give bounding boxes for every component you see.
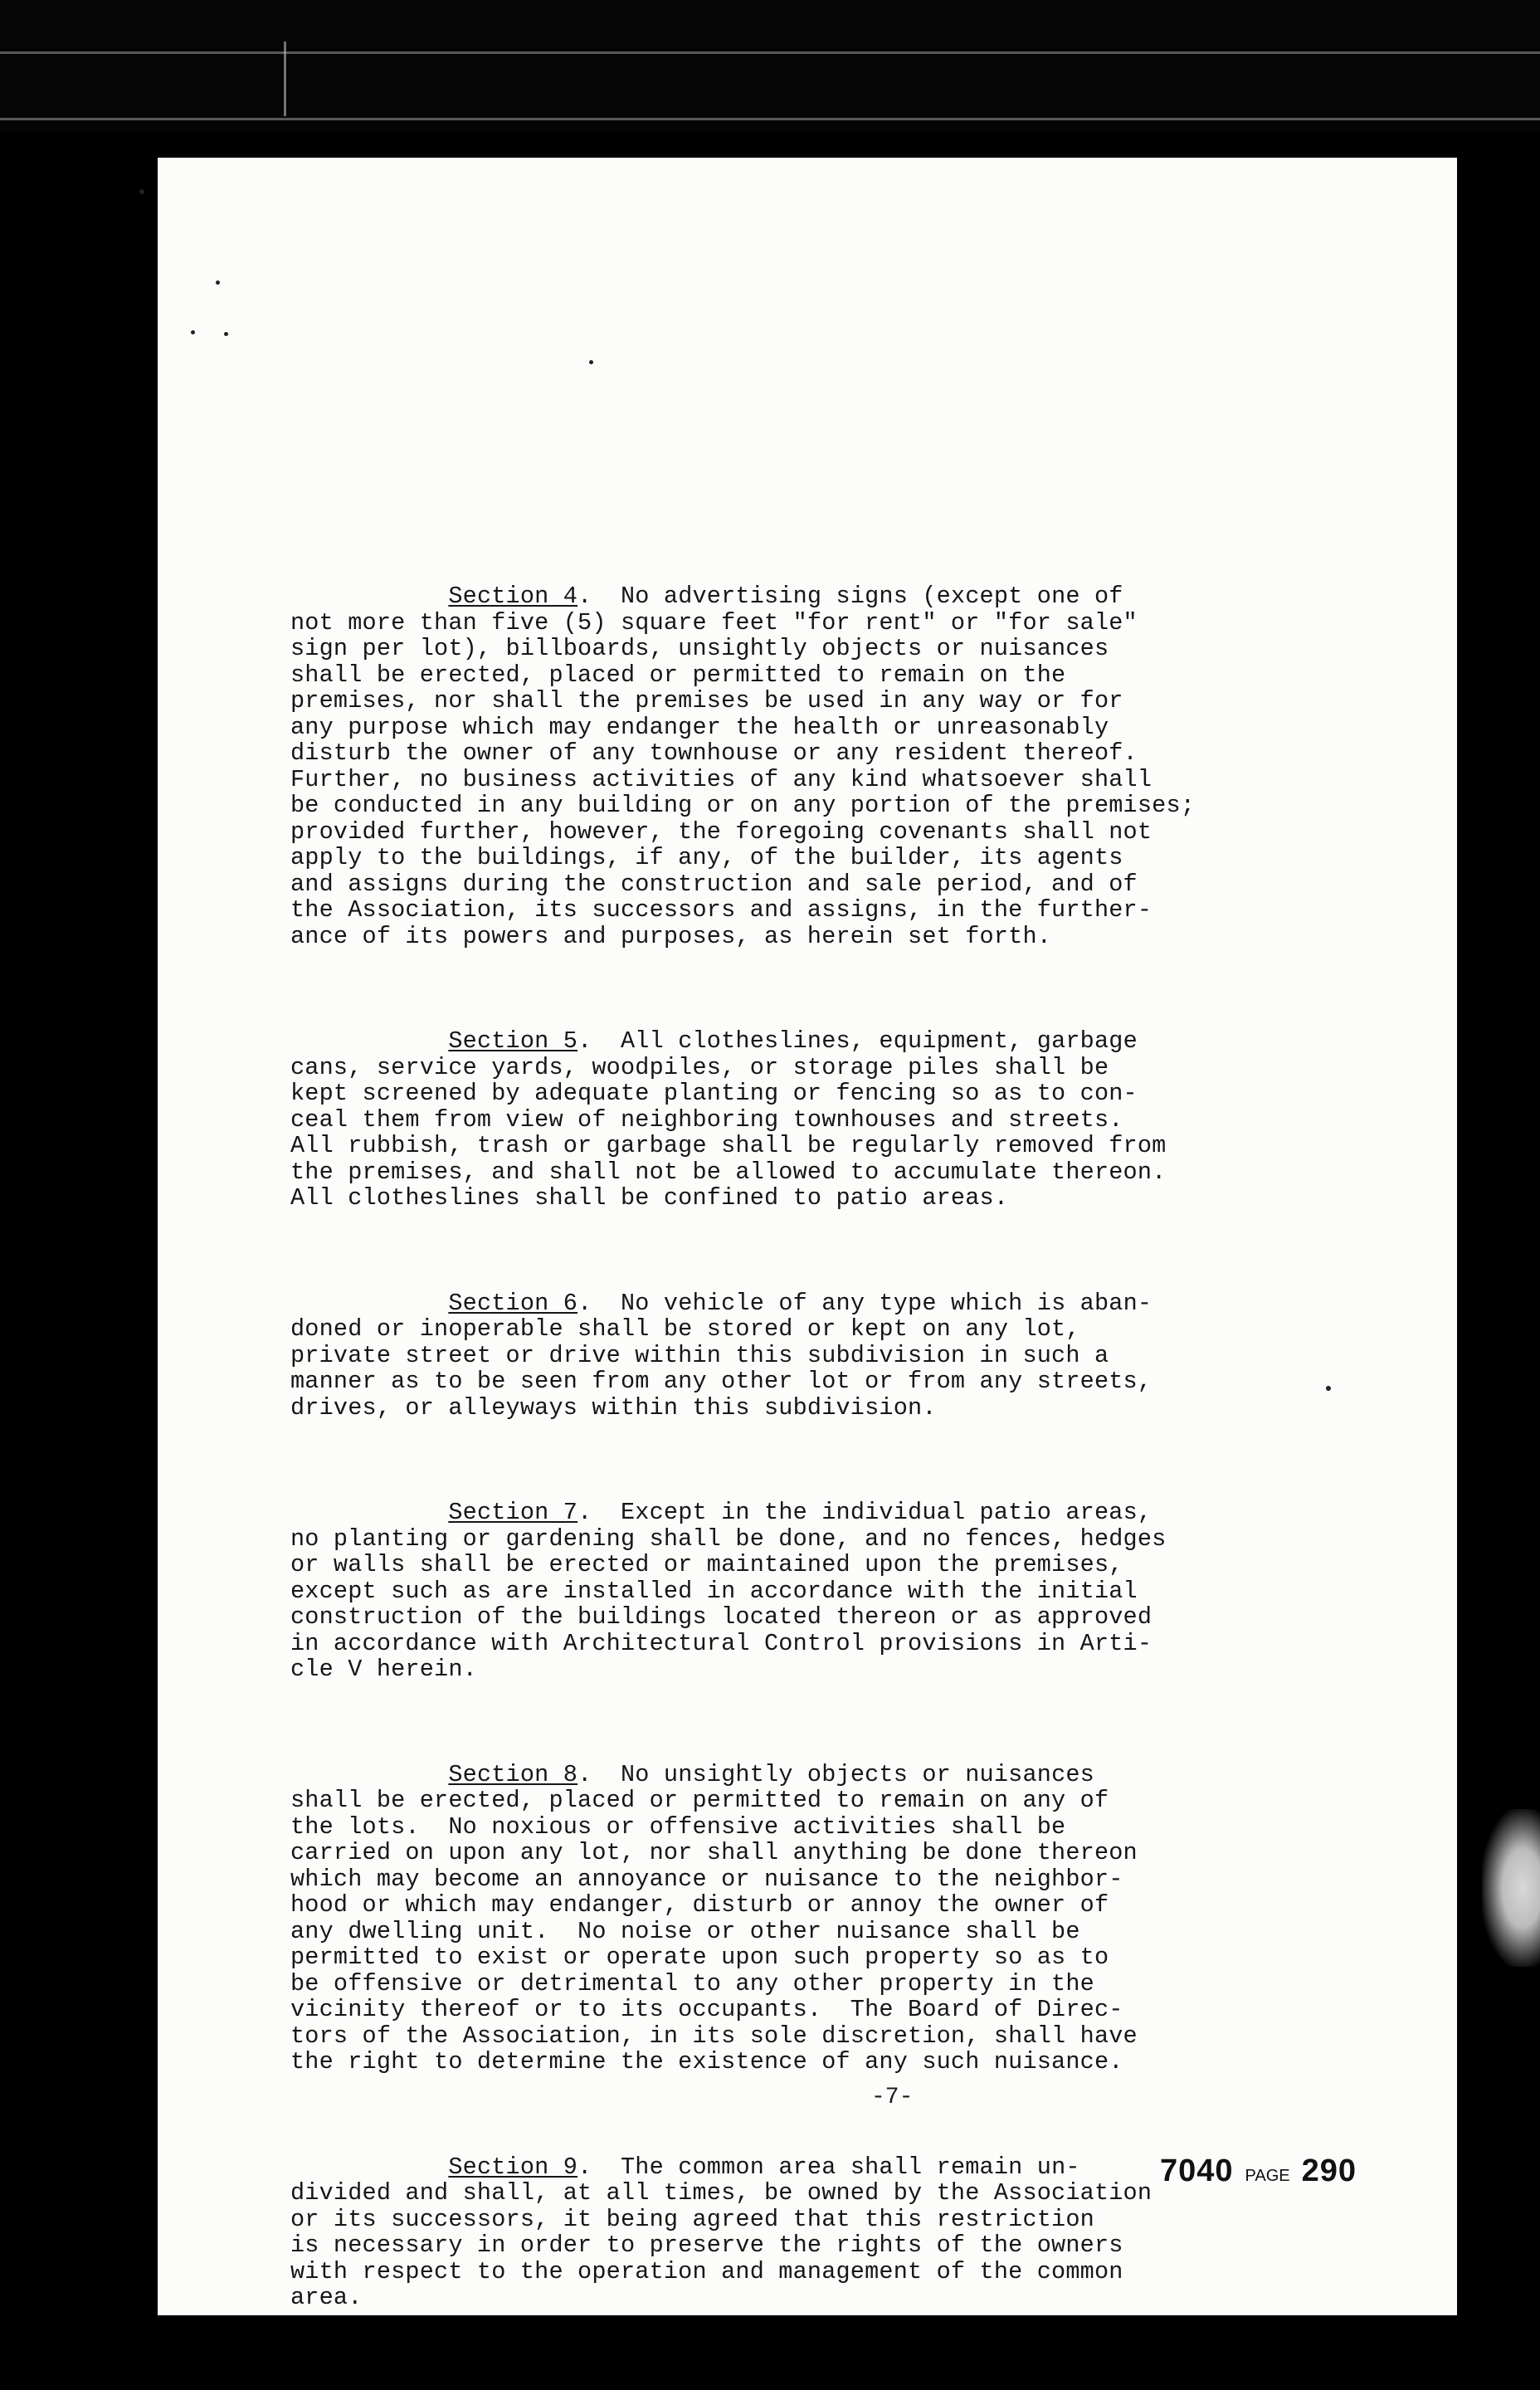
section-label: Section 6: [448, 1289, 578, 1317]
section-4-paragraph: [290, 583, 1435, 949]
section-label: Section 4: [448, 583, 578, 610]
scan-speck: [224, 332, 228, 336]
text-line: the Association, its successors and assigns, in the further-: [290, 896, 1153, 924]
record-stamp: [1160, 2153, 1357, 2189]
text-line: or walls shall be erected or maintained upon the premises,: [290, 1551, 1123, 1578]
text-line: in accordance with Architectural Control provisions in Arti-: [290, 1629, 1153, 1657]
scan-streak: [0, 118, 1540, 120]
text-line: no planting or gardening shall be done, and no fences, hedges: [290, 1524, 1167, 1553]
text-line: or its successors, it being agreed that this restriction: [290, 2205, 1094, 2233]
text-line: not more than five (5) square feet "for rent" or "for sale": [290, 608, 1138, 637]
text-line: carried on upon any lot, nor shall anything be done thereon: [290, 1839, 1138, 1866]
text-line: any dwelling unit. No noise or other nuisance shall be: [290, 1917, 1080, 1945]
section-label: Section 9: [448, 2153, 578, 2181]
text-line: be conducted in any building or on any portion of the premises;: [290, 792, 1196, 819]
text-line: Section 8. No unsightly objects or nuisances: [448, 1760, 1094, 1788]
section-5-paragraph: [290, 1028, 1435, 1212]
text-line: Section 6. No vehicle of any type which is aban-: [448, 1289, 1153, 1317]
text-line: construction of the buildings located thereon or as approved: [290, 1603, 1153, 1631]
scan-tick: [284, 41, 286, 116]
scan-speck: [589, 360, 593, 364]
record-page-label: PAGE: [1245, 2167, 1290, 2185]
text-line: apply to the buildings, if any, of the builder, its agents: [290, 844, 1123, 871]
scan-streak: [0, 51, 1540, 54]
document-page: [158, 158, 1457, 2315]
section-label: Section 7: [448, 1499, 578, 1526]
text-line: sign per lot), billboards, unsightly objects or nuisances: [290, 635, 1109, 662]
text-line: cle V herein.: [290, 1656, 477, 1683]
section-label: Section 5: [448, 1027, 578, 1055]
text-line: disturb the owner of any townhouse or any resident thereof.: [290, 739, 1138, 767]
text-line: drives, or alleyways within this subdivision.: [290, 1393, 937, 1422]
text-line: premises, nor shall the premises be used in any way or for: [290, 687, 1123, 715]
text-line: any purpose which may endanger the health or unreasonably: [290, 713, 1109, 741]
text-line: shall be erected, placed or permitted to remain on any of: [290, 1787, 1109, 1814]
scan-speck: [139, 189, 144, 194]
text-line: with respect to the operation and management of the common: [290, 2257, 1123, 2285]
record-volume: 7040: [1160, 2153, 1234, 2188]
section-7-paragraph: [290, 1500, 1435, 1683]
text-line: ance of its powers and purposes, as herein set forth.: [290, 922, 1052, 950]
text-line: kept screened by adequate planting or fencing so as to con-: [290, 1080, 1138, 1107]
text-line: Further, no business activities of any kind whatsoever shall: [290, 765, 1153, 793]
text-line: divided and shall, at all times, be owned by the Association: [290, 2179, 1153, 2207]
scan-speck: [216, 280, 220, 285]
text-line: ceal them from view of neighboring townhouses and streets.: [290, 1105, 1123, 1134]
text-line: Section 7. Except in the individual patio areas,: [448, 1499, 1153, 1526]
text-line: doned or inoperable shall be stored or kept on any lot,: [290, 1315, 1080, 1343]
text-line: tors of the Association, in its sole discretion, shall have: [290, 2022, 1138, 2050]
text-line: shall be erected, placed or permitted to remain on the: [290, 661, 1066, 689]
text-line: the premises, and shall not be allowed to accumulate thereon.: [290, 1158, 1167, 1186]
text-line: be offensive or detrimental to any other property in the: [290, 1969, 1094, 1997]
section-8-paragraph: [290, 1762, 1435, 2075]
text-line: vicinity thereof or to its occupants. The Board of Direc-: [290, 1996, 1123, 2023]
document-body: [290, 531, 1435, 2390]
text-line: Section 9. The common area shall remain un-: [448, 2153, 1080, 2181]
section-6-paragraph: [290, 1290, 1435, 1422]
text-line: is necessary in order to preserve the rights of the owners: [290, 2231, 1123, 2259]
text-line: Section 5. All clotheslines, equipment, garbage: [448, 1027, 1138, 1055]
scan-edge-smudge: [1482, 1809, 1540, 1967]
text-line: All rubbish, trash or garbage shall be regularly removed from: [290, 1132, 1167, 1159]
text-line: the lots. No noxious or offensive activities shall be: [290, 1812, 1066, 1841]
section-label: Section 8: [448, 1760, 578, 1788]
text-line: manner as to be seen from any other lot or from any streets,: [290, 1368, 1153, 1395]
text-line: cans, service yards, woodpiles, or storage piles shall be: [290, 1053, 1109, 1081]
text-line: provided further, however, the foregoing covenants shall not: [290, 817, 1153, 846]
text-line: permitted to exist or operate upon such property so as to: [290, 1944, 1109, 1971]
text-line: the right to determine the existence of any such nuisance.: [290, 2048, 1123, 2075]
text-line: hood or which may endanger, disturb or annoy the owner of: [290, 1891, 1109, 1919]
scan-top-band: [0, 0, 1540, 133]
record-page: 290: [1301, 2153, 1357, 2188]
text-line: All clotheslines shall be confined to patio areas.: [290, 1184, 1009, 1212]
text-line: Section 4. No advertising signs (except one of: [448, 583, 1123, 610]
text-line: which may become an annoyance or nuisance to the neighbor-: [290, 1865, 1123, 1893]
text-line: private street or drive within this subdivision in such a: [290, 1341, 1109, 1369]
scan-speck: [191, 330, 195, 334]
text-line: except such as are installed in accordance with the initial: [290, 1577, 1138, 1605]
text-line: area.: [290, 2284, 363, 2311]
page-number: -7-: [871, 2085, 914, 2110]
text-line: and assigns during the construction and sale period, and of: [290, 870, 1138, 898]
